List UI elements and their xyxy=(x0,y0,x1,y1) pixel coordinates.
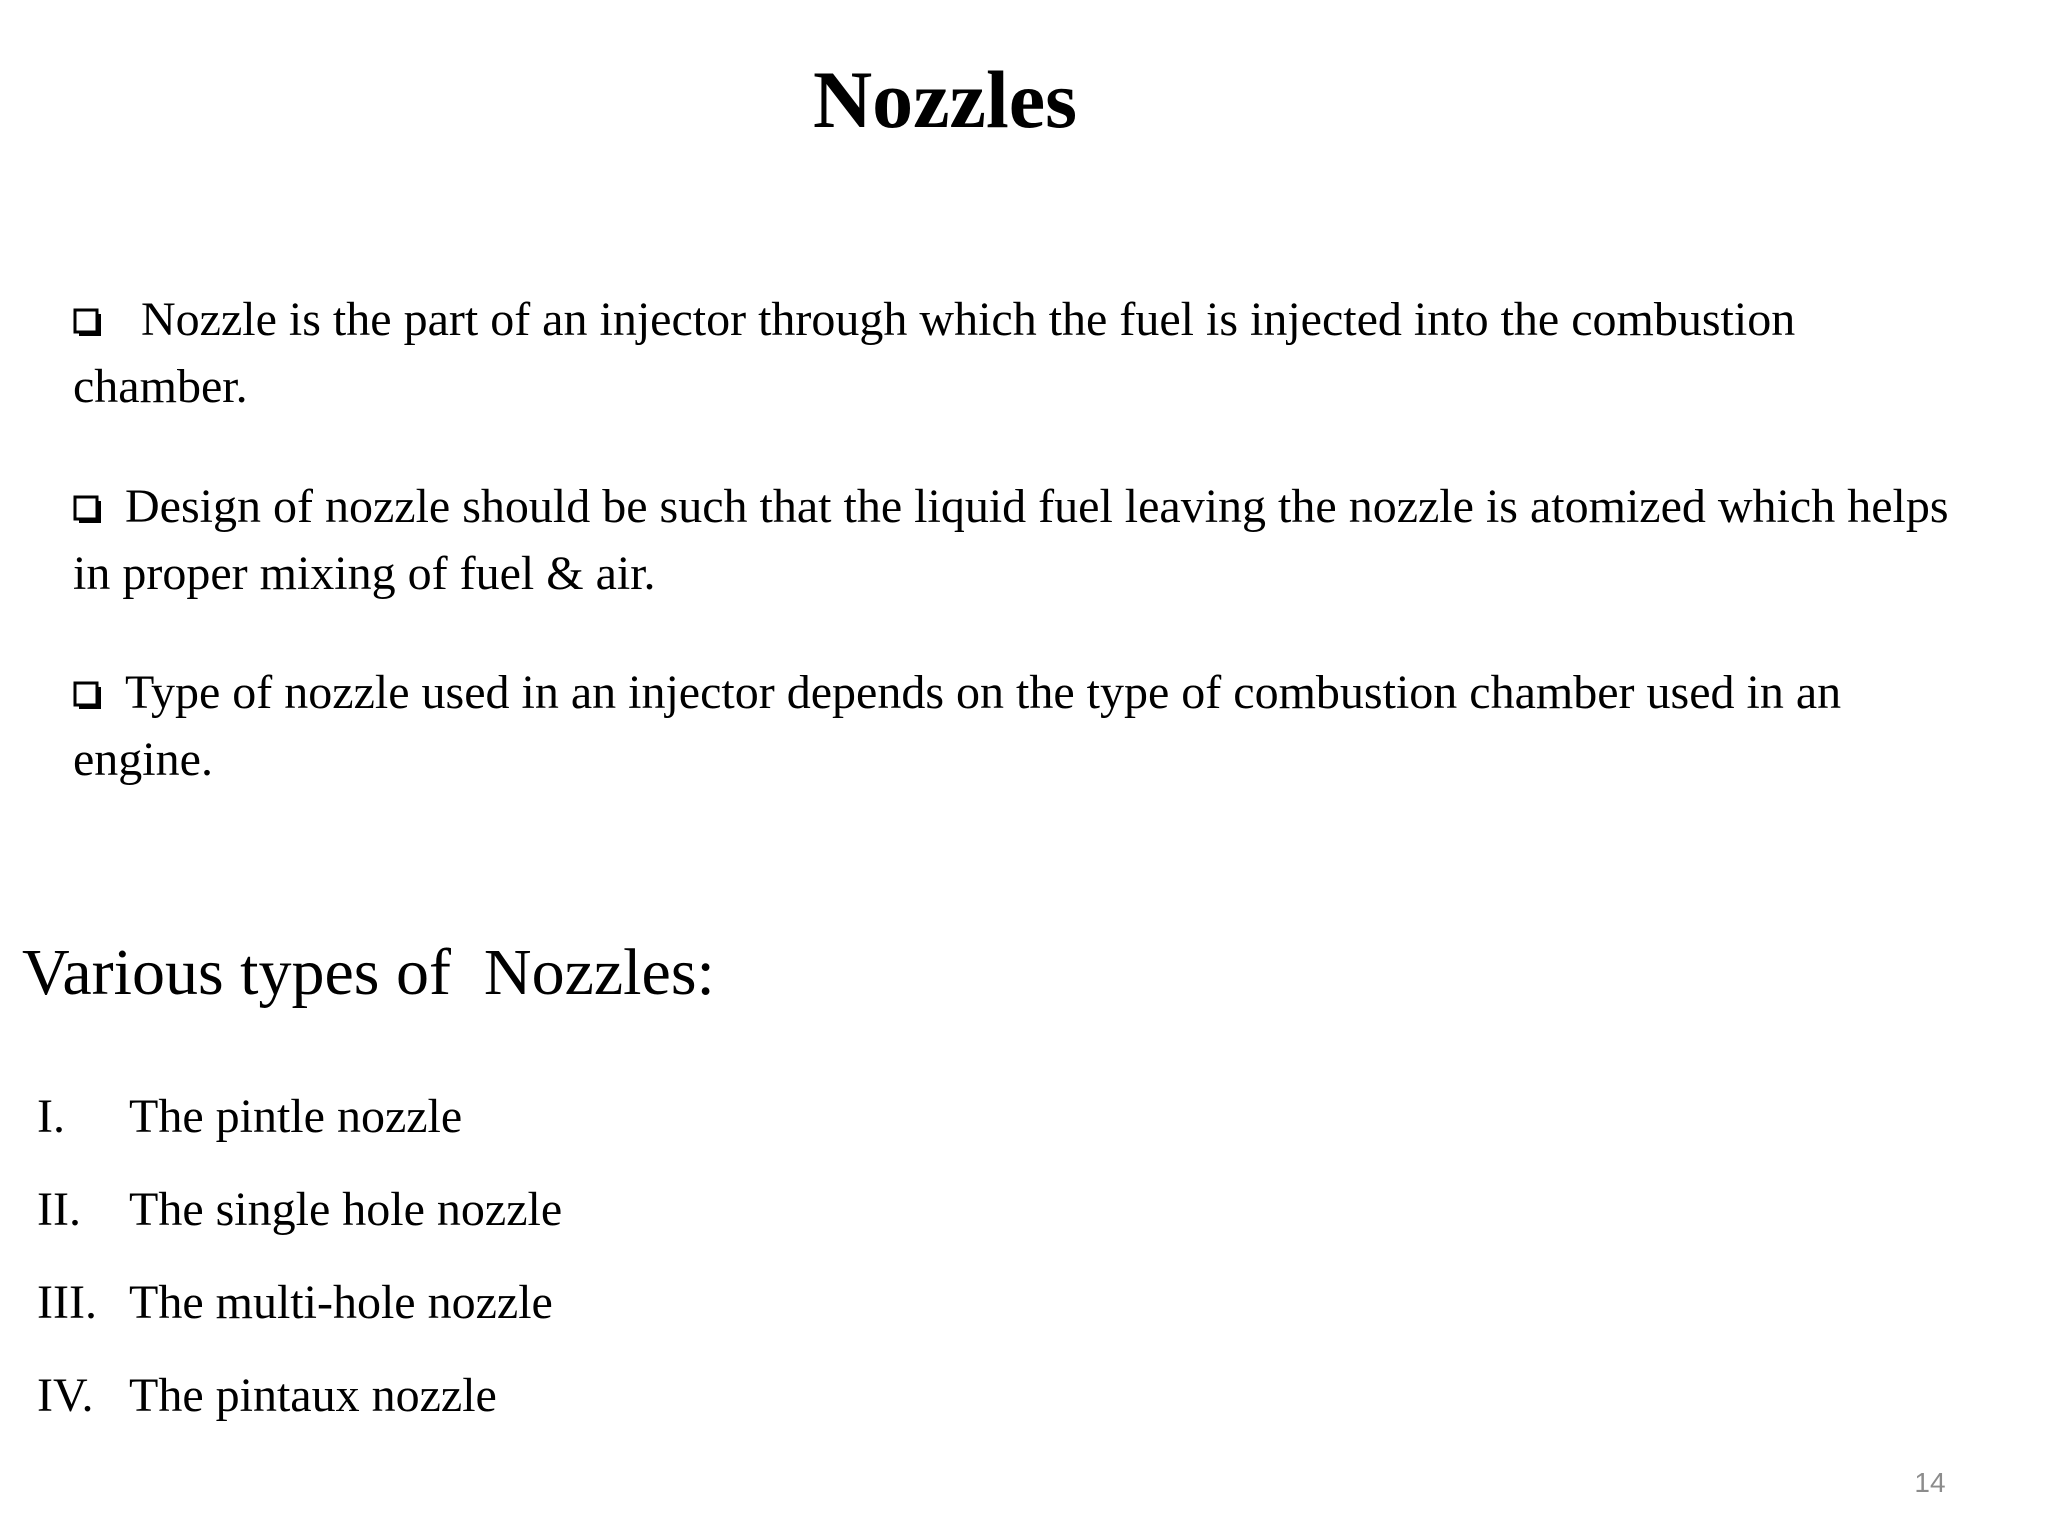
list-item-label: The pintle nozzle xyxy=(129,1090,463,1143)
checkbox-icon xyxy=(73,664,103,728)
list-item-label: The single hole nozzle xyxy=(129,1183,563,1236)
list-item-label: The pintaux nozzle xyxy=(129,1369,497,1422)
bullet-text: Nozzle is the part of an injector through which the fuel is injected into the combustion chamber. xyxy=(73,293,1808,413)
list-item-label: The multi-hole nozzle xyxy=(129,1276,553,1329)
bullet-item xyxy=(73,288,1973,419)
bullet-item xyxy=(73,475,1973,606)
checkbox-icon xyxy=(73,291,103,355)
bullet-item xyxy=(73,661,1973,792)
list-item xyxy=(37,1178,562,1271)
list-number: III. xyxy=(37,1276,97,1329)
list-item xyxy=(37,1271,562,1364)
slide-title: Nozzles xyxy=(812,54,1078,145)
list-number: IV. xyxy=(37,1369,94,1422)
list-number: II. xyxy=(37,1183,81,1236)
bullet-text: Design of nozzle should be such that the liquid fuel leaving the nozzle is atomized which helps in proper mixing of fuel & air. xyxy=(73,480,1961,600)
page-number: 14 xyxy=(1914,1467,1946,1498)
nozzle-types-list xyxy=(37,1085,562,1457)
section-heading: Various types of Nozzles: xyxy=(22,936,715,1009)
list-item xyxy=(37,1085,562,1178)
checkbox-icon xyxy=(73,478,103,542)
list-number: I. xyxy=(37,1090,65,1143)
bullet-text: Type of nozzle used in an injector depends on the type of combustion chamber used in an engine. xyxy=(73,666,1854,786)
list-item xyxy=(37,1364,562,1457)
